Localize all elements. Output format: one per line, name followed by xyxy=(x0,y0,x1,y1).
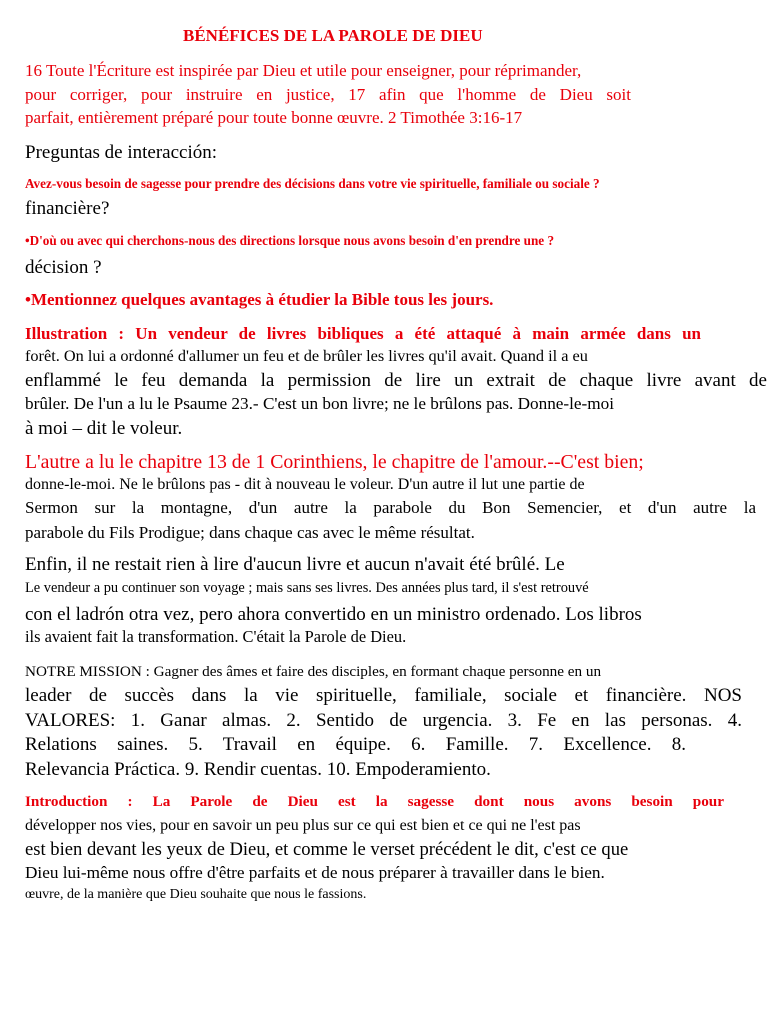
mission-line-1: NOTRE MISSION : Gagner des âmes et faire des disciples, en formant chaque personne en un xyxy=(25,663,602,680)
paragraph-3-line-3: con el ladrón otra vez, pero ahora convertido en un ministro ordenado. Los libros xyxy=(25,604,642,625)
introduction-line-4: Dieu lui-même nous offre d'être parfaits et de nous préparer à travailler dans le bien. xyxy=(25,863,605,882)
paragraph-3-line-4: ils avaient fait la transformation. C'était la Parole de Dieu. xyxy=(25,627,407,646)
introduction-line-5: œuvre, de la manière que Dieu souhaite que nous le fassions. xyxy=(25,887,367,902)
paragraph-2-line-2: donne-le-moi. Ne le brûlons pas - dit à nouveau le voleur. D'un autre il lut une partie de xyxy=(25,476,585,493)
paragraph-3-line-1: Enfin, il ne restait rien à lire d'aucun livre et aucun n'avait été brûlé. Le xyxy=(25,554,565,575)
page-title: BÉNÉFICES DE LA PAROLE DE DIEU xyxy=(183,26,483,45)
illustration-line-2: forêt. On lui a ordonné d'allumer un feu et de brûler les livres qu'il avait. Quand il a eu xyxy=(25,346,588,365)
verse-line-2: pour corriger, pour instruire en justice, 17 afin que l'homme de Dieu soit xyxy=(25,85,631,104)
question-2: •D'où ou avec qui cherchons-nous des directions lorsque nous avons besoin d'en prendre une ? xyxy=(25,233,555,248)
mission-line-3: VALORES: 1. Ganar almas. 2. Sentido de urgencia. 3. Fe en las personas. 4. xyxy=(25,710,742,731)
question-1-continued: financière? xyxy=(25,198,110,219)
introduction-line-2: développer nos vies, pour en savoir un peu plus sur ce qui est bien et ce qui ne l'est pas xyxy=(25,817,581,834)
illustration-line-3: enflammé le feu demanda la permission de lire un extrait de chaque livre avant de xyxy=(25,370,767,391)
question-3: •Mentionnez quelques avantages à étudier la Bible tous les jours. xyxy=(25,290,494,309)
questions-heading: Preguntas de interacción: xyxy=(25,142,218,163)
paragraph-2-line-3: Sermon sur la montagne, d'un autre la parabole du Bon Semencier, et d'un autre la xyxy=(25,498,756,517)
introduction-line-3: est bien devant les yeux de Dieu, et comme le verset précédent le dit, c'est ce que xyxy=(25,839,629,860)
verse-line-1: 16 Toute l'Écriture est inspirée par Dieu et utile pour enseigner, pour réprimander, xyxy=(25,61,582,80)
question-2-continued: décision ? xyxy=(25,257,102,278)
illustration-line-4: brûler. De l'un a lu le Psaume 23.- C'est un bon livre; ne le brûlons pas. Donne-le-moi xyxy=(25,394,615,413)
question-1: Avez-vous besoin de sagesse pour prendre des décisions dans votre vie spirituelle, familiale ou sociale ? xyxy=(25,176,600,191)
illustration-line-5: à moi – dit le voleur. xyxy=(25,418,183,439)
verse-line-3: parfait, entièrement préparé pour toute bonne œuvre. 2 Timothée 3:16-17 xyxy=(25,108,523,127)
paragraph-3-line-2: Le vendeur a pu continuer son voyage ; mais sans ses livres. Des années plus tard, il s'est retrouvé xyxy=(25,580,589,596)
mission-line-5: Relevancia Práctica. 9. Rendir cuentas. 10. Empoderamiento. xyxy=(25,759,491,780)
mission-line-4: Relations saines. 5. Travail en équipe. 6. Famille. 7. Excellence. 8. xyxy=(25,734,686,755)
illustration-line-1: Illustration : Un vendeur de livres bibliques a été attaqué à main armée dans un xyxy=(25,324,701,343)
mission-line-2: leader de succès dans la vie spirituelle, familiale, sociale et financière. NOS xyxy=(25,685,742,706)
introduction-line-1: Introduction : La Parole de Dieu est la sagesse dont nous avons besoin pour xyxy=(25,793,724,810)
paragraph-2-line-1: L'autre a lu le chapitre 13 de 1 Corinthiens, le chapitre de l'amour.--C'est bien; xyxy=(25,451,644,473)
paragraph-2-line-4: parabole du Fils Prodigue; dans chaque cas avec le même résultat. xyxy=(25,523,475,542)
